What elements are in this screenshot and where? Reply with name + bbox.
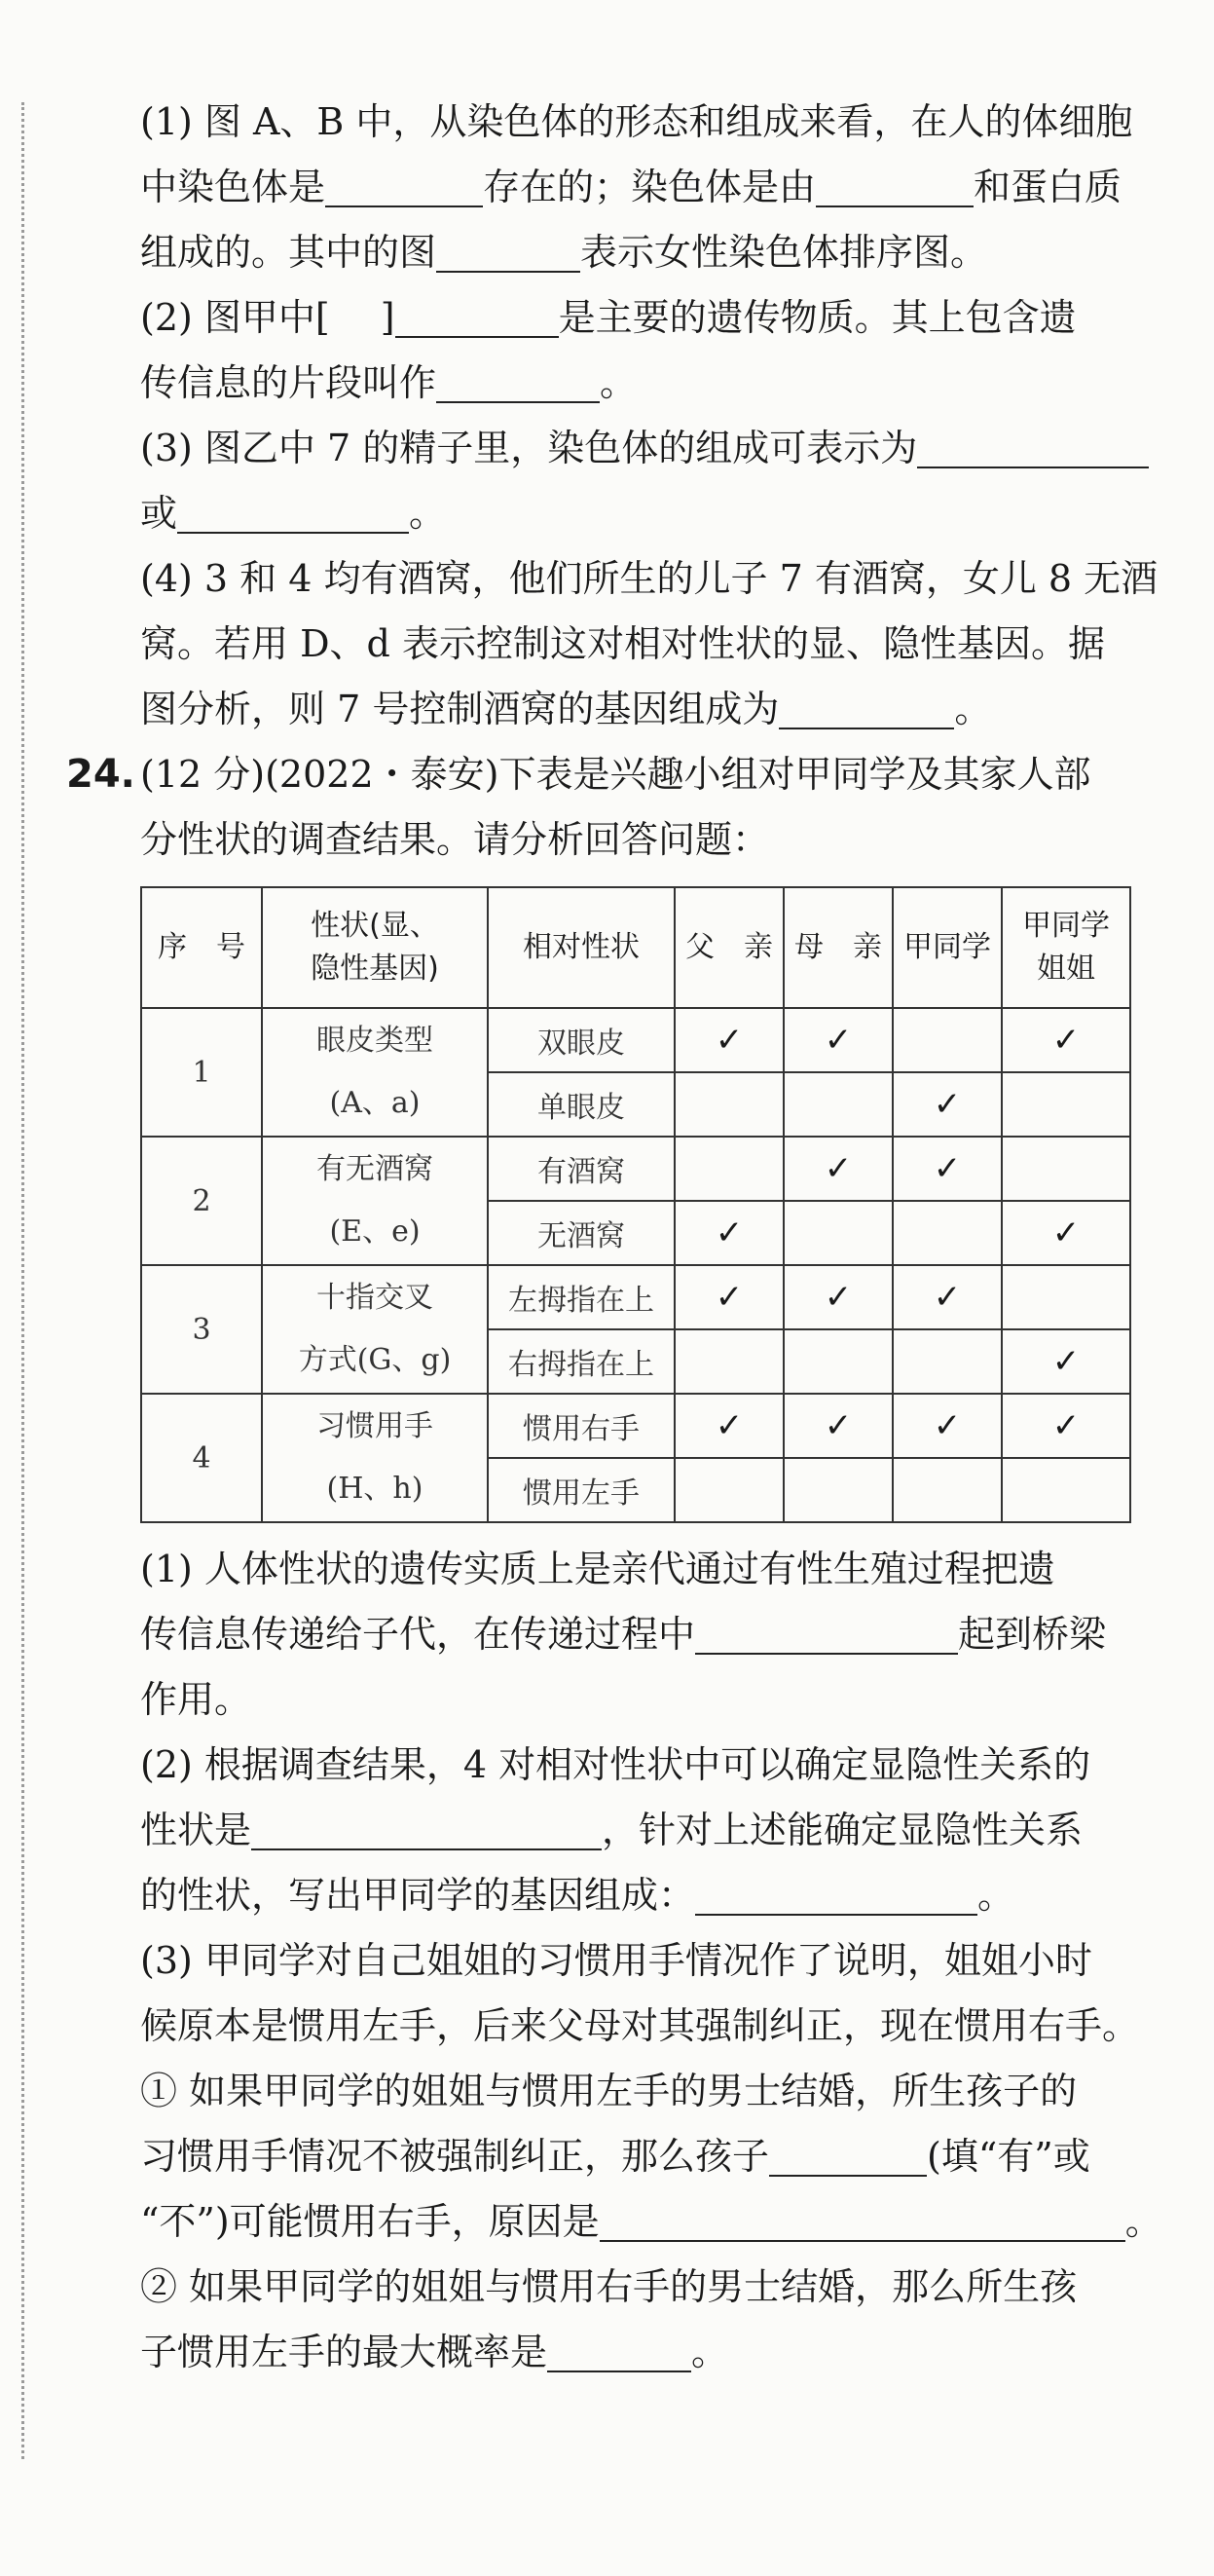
answer-blank[interactable] [251,1811,602,1850]
empty-cell [1002,1265,1130,1329]
empty-cell [675,1458,784,1522]
check-mark-cell: ✓ [675,1201,784,1265]
empty-cell [675,1137,784,1201]
cell-relative-trait: 无酒窝 [488,1201,675,1265]
answer-blank[interactable] [436,234,580,273]
cell-relative-trait: 惯用左手 [488,1458,675,1522]
check-mark-cell: ✓ [784,1008,893,1072]
check-mark-cell: ✓ [1002,1201,1130,1265]
text-line: 或 。 [140,492,447,535]
empty-cell [893,1201,1002,1265]
page-content [66,90,1162,2385]
text-line: 组成的。其中的图 表示女性染色体排序图。 [140,231,988,274]
text-line: 分性状的调查结果。请分析回答问题： [140,818,770,861]
text-line: ② 如果甲同学的姐姐与惯用右手的男士结婚，那么所生孩 [140,2265,1078,2308]
empty-cell [893,1008,1002,1072]
text-line: ① 如果甲同学的姐姐与惯用左手的男士结婚，所生孩子的 [140,2070,1078,2112]
cell-relative-trait: 惯用右手 [488,1394,675,1458]
header-mother: 母 亲 [784,887,893,1008]
table-row [141,1265,1130,1329]
table-row [141,1008,1130,1072]
check-mark-cell: ✓ [675,1394,784,1458]
answer-blank[interactable] [917,429,1149,468]
text-line: 的性状，写出甲同学的基因组成： 。 [140,1874,1015,1917]
header-relative-trait: 相对性状 [488,887,675,1008]
check-mark-cell: ✓ [893,1137,1002,1201]
text-line: 候原本是惯用左手，后来父母对其强制纠正，现在惯用右手。 [140,2004,1140,2047]
check-mark-cell: ✓ [1002,1329,1130,1394]
text-line: 性状是 ，针对上述能确定显隐性关系 [140,1809,1084,1851]
header-seq: 序 号 [141,887,262,1008]
text-line: 窝。若用 D、d 表示控制这对相对性状的显、隐性基因。据 [140,622,1105,665]
cell-seq: 1 [141,1008,262,1137]
text-line: (2) 图甲中[ ] 是主要的遗传物质。其上包含遗 [140,296,1077,339]
text-line: 子惯用左手的最大概率是 。 [140,2331,729,2373]
cell-relative-trait: 单眼皮 [488,1072,675,1137]
answer-blank[interactable] [177,495,409,534]
empty-cell [1002,1072,1130,1137]
empty-cell [893,1458,1002,1522]
answer-blank[interactable] [600,2203,1125,2242]
answer-blank[interactable] [779,691,954,729]
check-mark-cell: ✓ [893,1072,1002,1137]
header-father: 父 亲 [675,887,784,1008]
check-mark-cell: ✓ [1002,1394,1130,1458]
table-header-row [141,887,1130,1008]
check-mark-cell: ✓ [675,1008,784,1072]
cell-relative-trait: 双眼皮 [488,1008,675,1072]
empty-cell [675,1329,784,1394]
text-line: (1) 人体性状的遗传实质上是亲代通过有性生殖过程把遗 [140,1548,1055,1590]
answer-blank[interactable] [547,2333,691,2372]
margin-dotted-line [21,102,24,2459]
table-row [141,1137,1130,1201]
answer-blank[interactable] [769,2138,927,2177]
header-student: 甲同学 [893,887,1002,1008]
question-24-header: 24. (12 分)(2022・泰安)下表是兴趣小组对甲同学及其家人部 [66,742,1157,807]
empty-cell [1002,1458,1130,1522]
text-line: (3) 甲同学对自己姐姐的习惯用手情况作了说明，姐姐小时 [140,1939,1092,1982]
empty-cell [1002,1137,1130,1201]
cell-relative-trait: 左拇指在上 [488,1265,675,1329]
check-mark-cell: ✓ [784,1394,893,1458]
check-mark-cell: ✓ [784,1265,893,1329]
check-mark-cell: ✓ [893,1265,1002,1329]
text-line: 中染色体是 存在的；染色体是由 和蛋白质 [140,166,1122,208]
text-line: (4) 3 和 4 均有酒窝，他们所生的儿子 7 有酒窝，女儿 8 无酒 [140,557,1159,600]
check-mark-cell: ✓ [893,1394,1002,1458]
text-line: (3) 图乙中 7 的精子里，染色体的组成可表示为 [66,416,1157,481]
check-mark-cell: ✓ [784,1137,893,1201]
cell-trait: 习惯用手 (H、h) [262,1394,488,1522]
text-line: 习惯用手情况不被强制纠正，那么孩子 (填“有”或 [140,2135,1090,2178]
empty-cell [784,1072,893,1137]
table-row [141,1394,1130,1458]
empty-cell [893,1329,1002,1394]
answer-blank[interactable] [436,364,600,403]
cell-seq: 4 [141,1394,262,1522]
answer-blank[interactable] [816,168,974,207]
cell-trait: 眼皮类型 (A、a) [262,1008,488,1137]
question-number: 24. [66,752,135,797]
text-line: 传信息的片段叫作 。 [140,361,638,404]
cell-seq: 3 [141,1265,262,1394]
cell-seq: 2 [141,1137,262,1265]
empty-cell [784,1201,893,1265]
answer-blank[interactable] [695,1616,958,1655]
text-line: (1) 图 A、B 中，从染色体的形态和组成来看，在人的体细胞 [140,100,1133,143]
cell-trait: 十指交叉 方式(G、g) [262,1265,488,1394]
text-line: 传信息传递给子代，在传递过程中 起到桥梁 [140,1613,1107,1656]
cell-trait: 有无酒窝 (E、e) [262,1137,488,1265]
cell-relative-trait: 有酒窝 [488,1137,675,1201]
check-mark-cell: ✓ [1002,1008,1130,1072]
empty-cell [784,1458,893,1522]
cell-relative-trait: 右拇指在上 [488,1329,675,1394]
text-line: 图分析，则 7 号控制酒窝的基因组成为 。 [140,688,992,730]
answer-blank[interactable] [695,1877,977,1916]
answer-blank[interactable] [325,168,483,207]
answer-blank[interactable] [395,299,559,338]
text-line: (2) 根据调查结果，4 对相对性状中可以确定显隐性关系的 [140,1743,1091,1786]
survey-table [140,886,1131,1523]
header-sister: 甲同学 姐姐 [1002,887,1130,1008]
text-line: “不”)可能惯用右手，原因是 。 [140,2200,1162,2243]
header-trait: 性状(显、 隐性基因) [262,887,488,1008]
empty-cell [784,1329,893,1394]
text-line: 作用。 [140,1678,252,1721]
empty-cell [675,1072,784,1137]
check-mark-cell: ✓ [675,1265,784,1329]
